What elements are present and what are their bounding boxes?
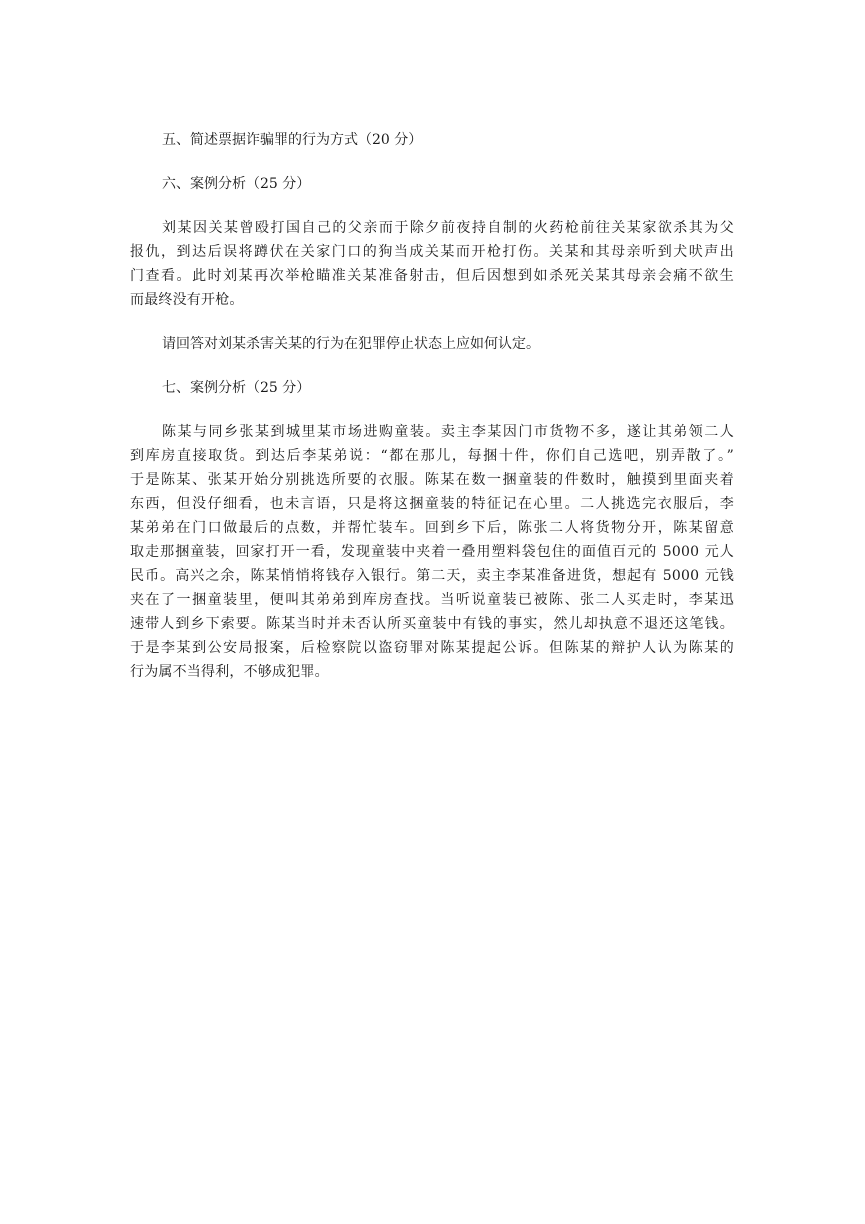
text-line: 某弟弟在门口做最后的点数，并帮忙装车。回到乡下后，陈张二人将货物分开，陈某留意 (130, 520, 734, 536)
text-line: 取走那捆童装，回家打开一看，发现童装中夹着一叠用塑料袋包住的面值百元的 5000 元人 (130, 544, 734, 560)
text-line: 陈某与同乡张某到城里某市场进购童装。卖主李某因门市货物不多，遂让其弟领二人 (162, 424, 734, 440)
section-7-case-paragraph (130, 420, 734, 684)
section-6-case-paragraph (130, 216, 734, 312)
text-line: 速带人到乡下索要。陈某当时并未否认所买童装中有钱的事实，然儿却执意不退还这笔钱。 (130, 616, 734, 632)
text-line: 行为属不当得利，不够成犯罪。 (130, 664, 329, 680)
text-line: 于是李某到公安局报案，后检察院以盗窃罪对陈某提起公诉。但陈某的辩护人认为陈某的 (130, 640, 734, 656)
document-body (130, 128, 734, 704)
text-line: 东西，但没仔细看，也未言语，只是将这捆童装的特征记在心里。二人挑选完衣服后，李 (130, 496, 734, 512)
section-6-heading: 六、案例分析（25 分） (162, 176, 311, 192)
text-line: 夹在了一捆童装里，便叫其弟弟到库房查找。当听说童装已被陈、张二人买走时，李某迅 (130, 592, 734, 608)
text-line: 到库房直接取货。到达后李某弟说：“都在那儿，每捆十件，你们自己选吧，别弄散了。” (130, 448, 734, 464)
text-line: 报仇，到达后误将蹲伏在关家门口的狗当成关某而开枪打伤。关某和其母亲听到犬吠声出 (130, 244, 734, 260)
section-7-heading: 七、案例分析（25 分） (162, 380, 311, 396)
text-line: 门查看。此时刘某再次举枪瞄准关某准备射击，但后因想到如杀死关某其母亲会痛不欲生 (130, 268, 734, 284)
text-line: 而最终没有开枪。 (130, 292, 244, 308)
text-line: 民币。高兴之余，陈某悄悄将钱存入银行。第二天，卖主李某准备进货，想起有 5000 元钱 (130, 568, 734, 584)
text-line: 于是陈某、张某开始分别挑选所要的衣服。陈某在数一捆童装的件数时，触摸到里面夹着 (130, 472, 734, 488)
text-line: 刘某因关某曾殴打国自己的父亲而于除夕前夜持自制的火药枪前往关某家欲杀其为父 (162, 220, 734, 236)
section-5-heading: 五、简述票据诈骗罪的行为方式（20 分） (162, 132, 423, 148)
section-6-question: 请回答对刘某杀害关某的行为在犯罪停止状态上应如何认定。 (162, 336, 540, 352)
